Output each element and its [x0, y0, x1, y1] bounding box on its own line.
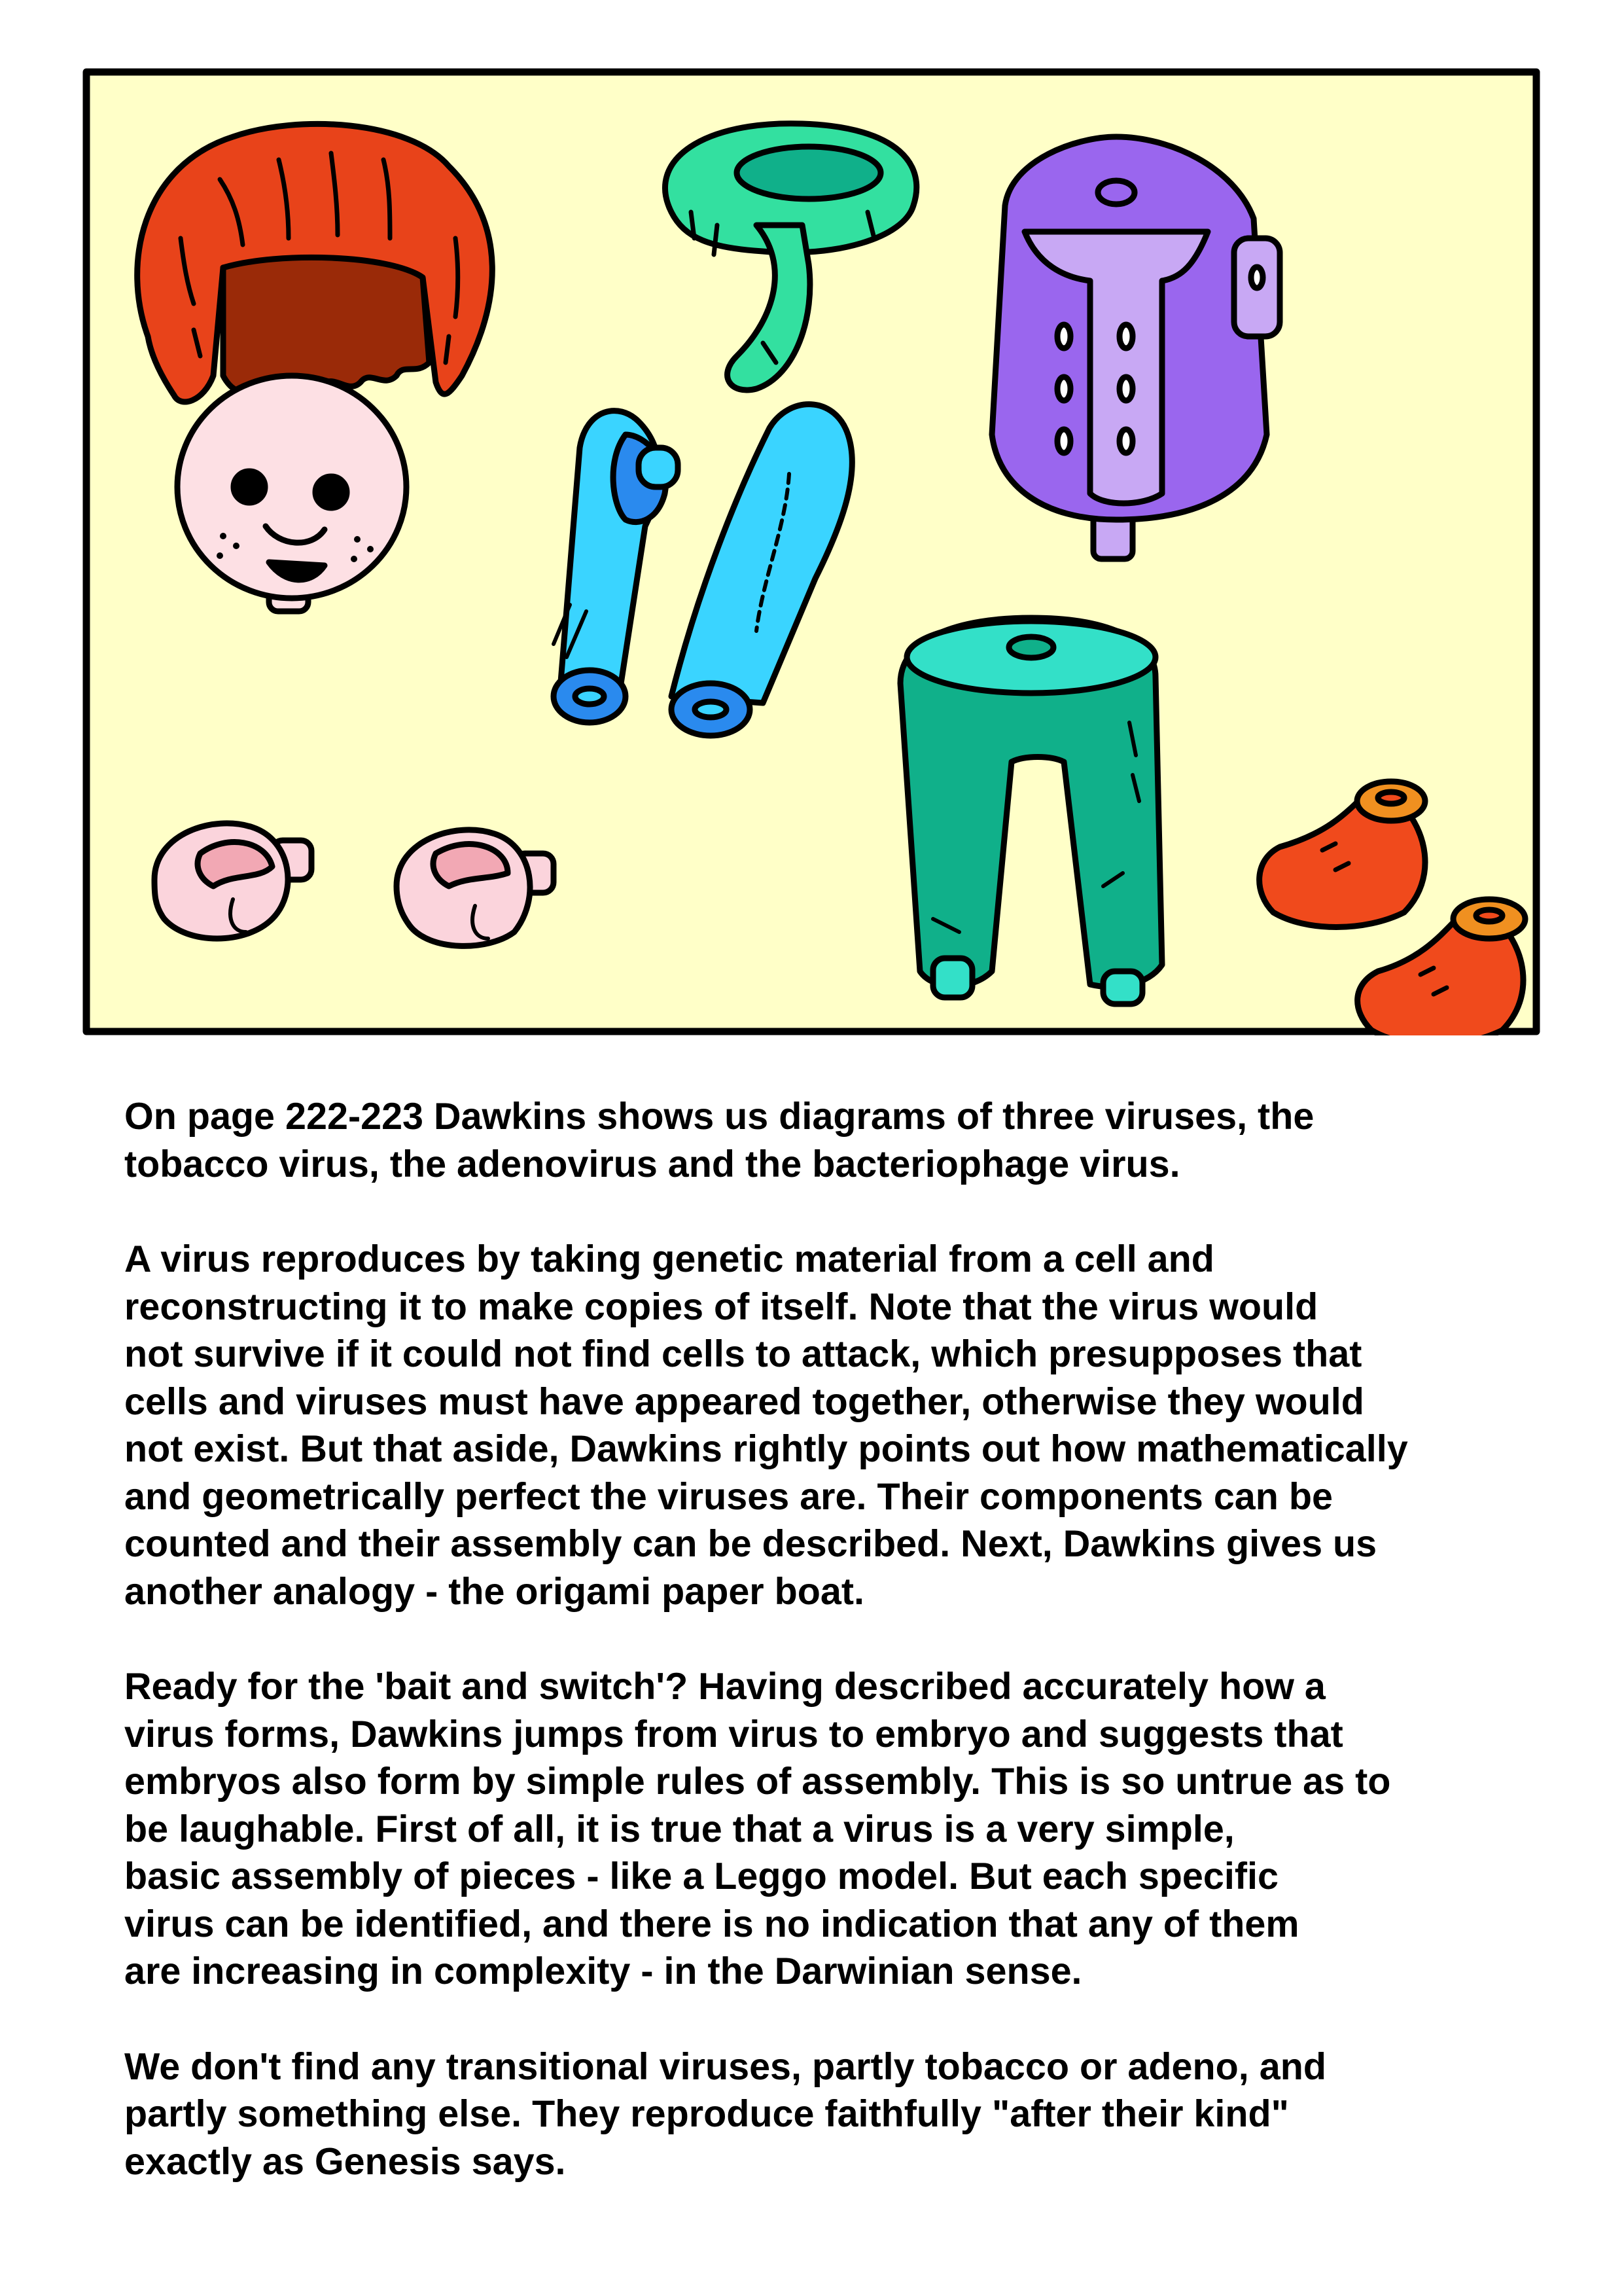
- paragraph: [124, 1236, 1590, 1615]
- text-body: [124, 1093, 1590, 2233]
- doll-parts-illustration: [82, 68, 1540, 1035]
- paragraph: [124, 1093, 1590, 1188]
- text-line: basic assembly of pieces - like a Leggo model. But each specific: [124, 1856, 1279, 1897]
- text-line: not survive if it could not find cells to attack, which presupposes that: [124, 1333, 1362, 1375]
- text-line: On page 222-223 Dawkins shows us diagrams of three viruses, the: [124, 1096, 1315, 1138]
- text-line: cells and viruses must have appeared together, otherwise they would: [124, 1380, 1364, 1423]
- text-line: We don't find any transitional viruses, partly tobacco or adeno, and: [124, 2045, 1326, 2088]
- text-line: reconstructing it to make copies of itself. Note that the virus would: [124, 1285, 1318, 1328]
- text-line: partly something else. They reproduce faithfully "after their kind": [124, 2093, 1289, 2135]
- text-line: tobacco virus, the adenovirus and the bacteriophage virus.: [124, 1143, 1180, 1185]
- text-line: Ready for the 'bait and switch'? Having described accurately how a: [124, 1666, 1326, 1708]
- hair-icon: [137, 124, 493, 402]
- text-line: virus can be identified, and there is no indication that any of them: [124, 1903, 1299, 1945]
- paragraph: [124, 2043, 1590, 2186]
- text-line: and geometrically perfect the viruses are. Their components can be: [124, 1475, 1333, 1518]
- text-line: embryos also form by simple rules of assembly. This is so untrue as to: [124, 1761, 1391, 1803]
- text-line: not exist. But that aside, Dawkins rightly points out how mathematically: [124, 1428, 1408, 1470]
- text-line: exactly as Genesis says.: [124, 2140, 566, 2183]
- text-line: be laughable. First of all, it is true that a virus is a very simple,: [124, 1808, 1235, 1850]
- paragraph: [124, 1663, 1590, 1996]
- text-line: are increasing in complexity - in the Darwinian sense.: [124, 1950, 1082, 1992]
- text-line: counted and their assembly can be described. Next, Dawkins gives us: [124, 1523, 1377, 1565]
- text-line: A virus reproduces by taking genetic material from a cell and: [124, 1238, 1214, 1280]
- text-line: another analogy - the origami paper boat.: [124, 1570, 864, 1613]
- text-line: virus forms, Dawkins jumps from virus to embryo and suggests that: [124, 1713, 1343, 1755]
